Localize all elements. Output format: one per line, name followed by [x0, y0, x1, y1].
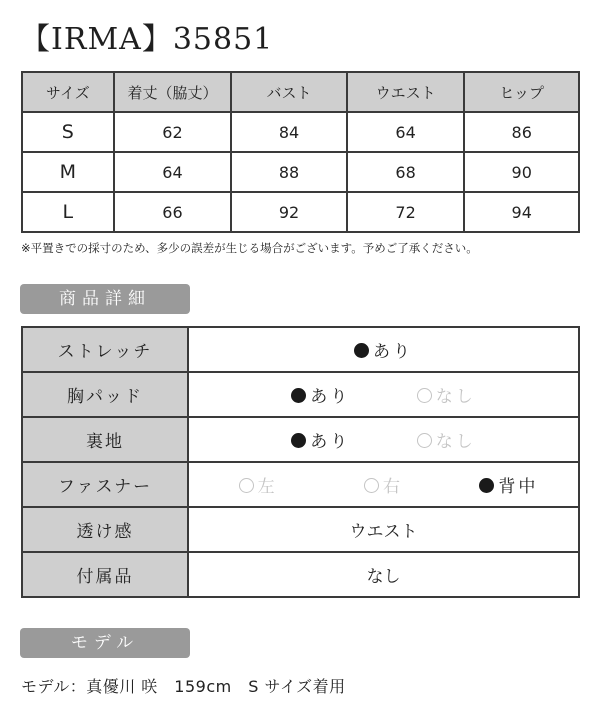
option-off: 左: [198, 472, 318, 497]
bust-cell: 84: [231, 112, 347, 152]
option-on: あり: [261, 382, 381, 407]
filled-circle-icon: [354, 343, 369, 358]
details-heading: 商品詳細: [20, 284, 190, 314]
table-row: [22, 112, 579, 152]
option-on: あり: [334, 337, 434, 362]
detail-row-stretch: [22, 327, 579, 372]
detail-value: [188, 327, 579, 372]
option-off: なし: [386, 427, 506, 452]
bust-cell: 88: [231, 152, 347, 192]
details-table: [21, 326, 580, 598]
option-off: 右: [324, 472, 444, 497]
length-cell: 64: [114, 152, 232, 192]
empty-circle-icon: [417, 433, 432, 448]
model-info: モデル：真優川 咲 159cm S サイズ着用: [21, 677, 346, 696]
waist-cell: 72: [347, 192, 465, 232]
detail-value: なし: [188, 552, 579, 597]
detail-value: [188, 372, 579, 417]
bust-cell: 92: [231, 192, 347, 232]
size-label: L: [22, 192, 114, 232]
measurement-note: ※平置きでの採寸のため、多少の誤差が生じる場合がございます。予めご了承ください。: [21, 241, 478, 255]
detail-label: 付属品: [22, 552, 188, 597]
filled-circle-icon: [479, 478, 494, 493]
detail-row-accessories: [22, 552, 579, 597]
table-row: [22, 192, 579, 232]
column-header-hip: ヒップ: [464, 72, 579, 112]
length-cell: 62: [114, 112, 232, 152]
option-on: あり: [261, 427, 381, 452]
empty-circle-icon: [364, 478, 379, 493]
length-cell: 66: [114, 192, 232, 232]
detail-row-sheerness: [22, 507, 579, 552]
detail-row-bust-pad: [22, 372, 579, 417]
detail-row-zipper: [22, 462, 579, 507]
detail-value: ウエスト: [188, 507, 579, 552]
filled-circle-icon: [291, 433, 306, 448]
model-heading: モデル: [20, 628, 190, 658]
column-header-size: サイズ: [22, 72, 114, 112]
size-label: M: [22, 152, 114, 192]
hip-cell: 90: [464, 152, 579, 192]
detail-label: ストレッチ: [22, 327, 188, 372]
column-header-length: 着丈（脇丈）: [114, 72, 232, 112]
detail-value: [188, 462, 579, 507]
detail-label: 裏地: [22, 417, 188, 462]
size-table-header-row: [22, 72, 579, 112]
waist-cell: 64: [347, 112, 465, 152]
filled-circle-icon: [291, 388, 306, 403]
option-on: 背中: [449, 472, 569, 497]
option-off: なし: [386, 382, 506, 407]
detail-label: 透け感: [22, 507, 188, 552]
detail-label: ファスナー: [22, 462, 188, 507]
empty-circle-icon: [239, 478, 254, 493]
waist-cell: 68: [347, 152, 465, 192]
table-row: [22, 152, 579, 192]
column-header-bust: バスト: [231, 72, 347, 112]
hip-cell: 94: [464, 192, 579, 232]
column-header-waist: ウエスト: [347, 72, 465, 112]
empty-circle-icon: [417, 388, 432, 403]
size-label: S: [22, 112, 114, 152]
detail-label: 胸パッド: [22, 372, 188, 417]
hip-cell: 86: [464, 112, 579, 152]
size-table: [21, 71, 580, 233]
detail-row-lining: [22, 417, 579, 462]
detail-value: [188, 417, 579, 462]
page-title: 【IRMA】35851: [20, 22, 274, 57]
